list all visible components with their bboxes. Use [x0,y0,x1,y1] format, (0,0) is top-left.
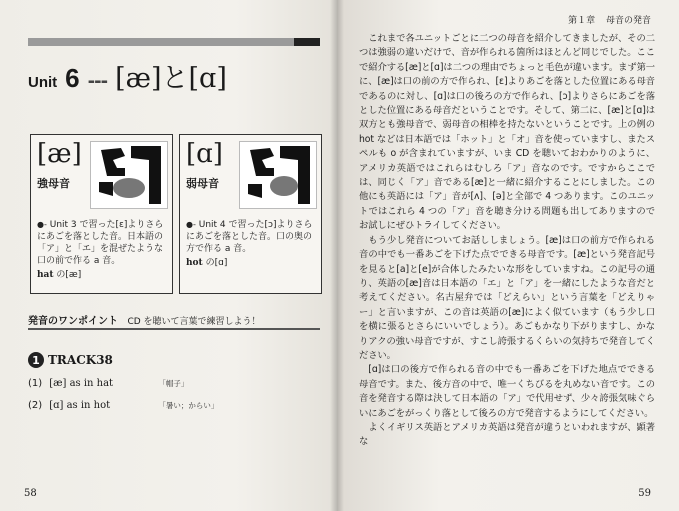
paragraph: これまで各ユニットごとに二つの母音を紹介してきましたが、その二つは強弱の違いだけで、音が作られる箇所はほとんど同じでした。ここで紹介する[æ]と[ɑ]は二つの理由でちょっと毛色が違います。まず第一に、[æ]は口の前の方で作られ、[ɛ]よりあごを落とした位置にある母音であるのに対し、[ɑ]は口の後ろの方で作られ、[ɔ]よりさらにあごを落とした位置にある母音だということです。そして、第二に、[æ]と[ɑ]は双方とも強母音で、弱母音の相棒を持たないということです。上の例の hot などは日本語では「ホット」と「オ」音を使っていますし、またスペルも o が含まれていますが、いま CD を聴いておわかりのように、アメリカ英語ではこれらはむしろ「ア」音なのです。ですからここでは、同じく「ア」音である[æ]と一緒に紹介することにしました。この他にも英語には「ア」音が[ʌ]、[ə]と全部で 4 つあります。このユニットではこれら 4 つの「ア」音を聴き分ける問題も出してありますのでお試しにぜひトライしてください。 [359,33,655,232]
unit-number: 6 [65,63,80,93]
page-number-left: 58 [24,488,37,499]
unit-dash: --- [87,71,108,92]
example-text: [æ] as in hat [49,378,114,389]
phoneme-symbol: [ɑ] [186,139,223,169]
example-row [28,378,188,389]
phoneme-note [186,219,316,269]
phoneme-example-word: hat [37,270,54,280]
body-text [359,32,655,450]
phoneme-note-text: Unit 4 で習った[ɔ]よりさらにあごを落とした音。口の奥の方で作る a 音。 [186,220,313,254]
left-page [0,0,337,511]
right-page [337,0,679,511]
phoneme-example-suffix: の[ɑ] [205,258,228,268]
phoneme-box-a [179,134,322,294]
mouth-diagram-icon [239,141,317,209]
phoneme-tag: 強母音 [37,177,70,190]
phoneme-symbol: [æ] [37,139,82,169]
example-row [28,400,218,411]
phoneme-tag: 弱母音 [186,177,219,190]
phoneme-note-text: Unit 3 で習った[ɛ]よりさらにあごを落とした音。日本語の「ア」と「エ」を混ぜたような口の前で作る a 音。 [37,220,164,266]
phoneme-example-suffix: の[æ] [56,270,82,280]
bullet-icon: ●- [186,220,196,229]
unit-phonemes: [æ]と[ɑ] [115,63,227,94]
book-gutter [330,0,344,511]
track-label: TRACK38 [48,353,113,367]
page-number-right: 59 [638,488,651,499]
bullet-icon: ●- [37,220,47,229]
track-heading [28,352,113,368]
unit-word: Unit [28,74,58,91]
unit-header-bar [28,38,320,46]
track-number-icon: 1 [28,352,44,368]
one-point-heading [28,312,320,327]
example-meaning: 「帽子」 [158,379,189,388]
phoneme-example [186,257,316,269]
example-number: (2) [28,400,43,411]
unit-header-bar-end [294,38,320,46]
phoneme-example [37,269,167,281]
header-chapter: 第１章 [568,16,596,26]
example-meaning: 「暑い；からい」 [158,401,219,410]
paragraph: もう少し発音についてお話ししましょう。[æ]は口の前方で作られる音の中でも一番あごを下げた点でできる母音です。[æ]という発音記号を見ると[a]と[e]が合体したみたいな形をしていますね。この記号の通り、英語の[æ]音は日本語の「エ」と「ア」を一緒にしたような音だと考えてください。名古屋弁では「どえらい」という言葉を「どえりゃー」と言いますが、この音は英語の[æ]によく似ています（もう少し口を横に張るとさらにいいでしょう）。あごもかなり下がりますし、かなりアクの強い母音ですが、すこし誇張するくらいの気持ちで発音してください。 [359,234,655,361]
one-point-title: 発音のワンポイント [28,316,118,327]
header-title: 母音の発音 [605,16,651,26]
paragraph: よくイギリス英語とアメリカ英語は発音が違うといわれますが、顕著な [359,421,655,448]
one-point-rule [28,328,320,330]
example-text: [ɑ] as in hot [49,400,111,411]
phoneme-boxes [30,134,320,294]
running-header [568,13,651,26]
example-number: (1) [28,378,43,389]
phoneme-example-word: hot [186,258,203,268]
phoneme-box-ae [30,134,173,294]
one-point-subtitle: CD を聴いて言葉で練習しよう！ [127,317,261,327]
unit-title [28,56,227,96]
paragraph: [ɑ]は口の後方で作られる音の中でも一番あごを下げた地点でできる母音です。また、後方音の中で、唯一くちびるを丸めない音です。この音を発音する際は決して日本語の「ア」で代用せず、少々誇張気味ぐらいにあごをがっくり落として後ろの方で発音するようにしてください。 [359,364,655,419]
mouth-diagram-icon [90,141,168,209]
phoneme-note [37,219,167,281]
